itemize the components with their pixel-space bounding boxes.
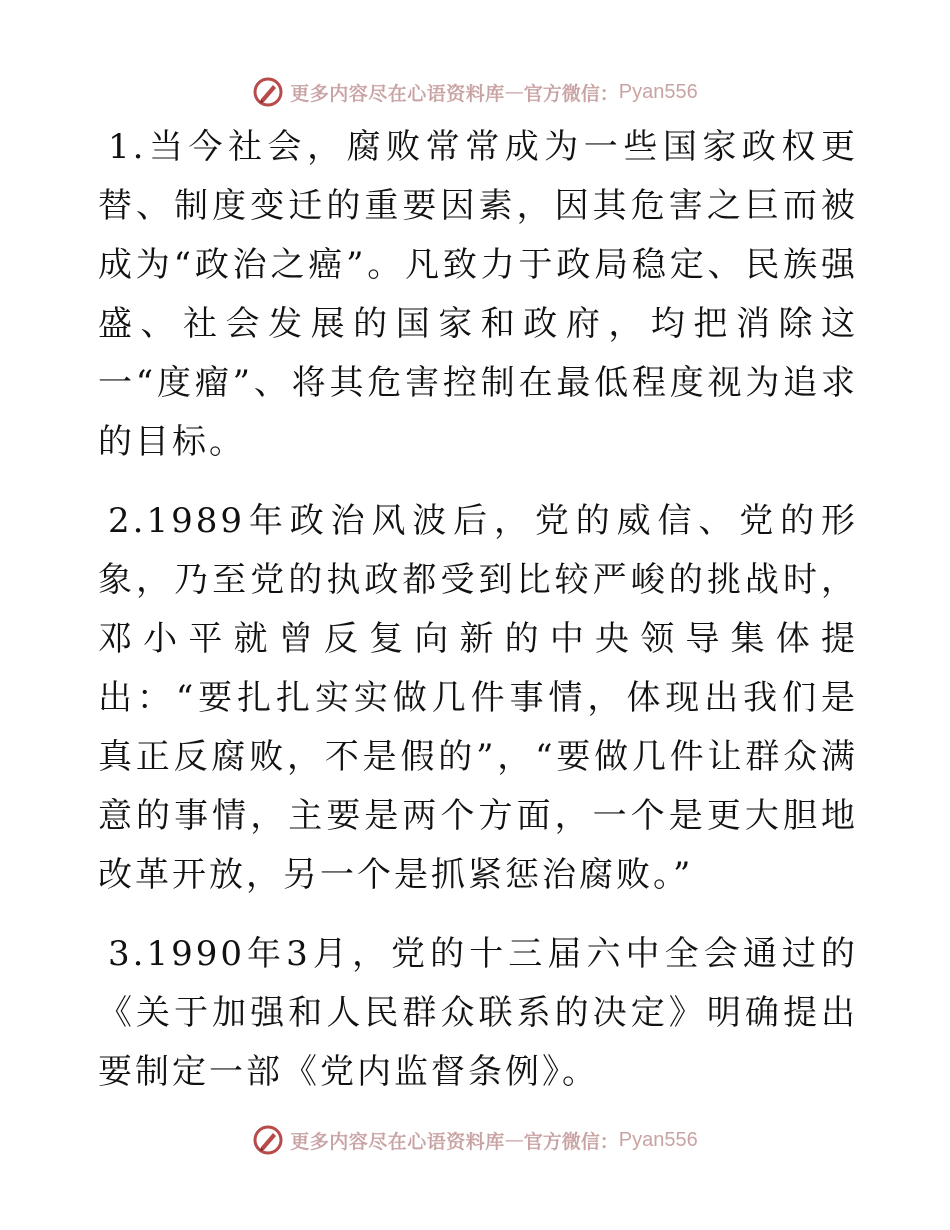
brand-text: 更多内容尽在心语资料库 (290, 1130, 505, 1153)
paragraph-2: 2.1989年政治风波后，党的威信、党的形象，乃至党的执政都受到比较严峻的挑战时，邓小平就曾反复向新的中央领导集体提出：“要扎扎实实做几件事情，体现出我们是真正反腐败，不是假的”，“要做几件让群众满意的事情，主要是两个方面，一个是更大胆地改革开放，另一个是抓紧惩治腐败。” (98, 501, 858, 895)
brand-text: 更多内容尽在心语资料库 (290, 82, 505, 105)
document-body (98, 118, 858, 1122)
paragraph-3: 3.1990年3月，党的十三届六中全会通过的《关于加强和人民群众联系的决定》明确提出要制定一部《党内监督条例》。 (98, 934, 858, 1092)
pen-logo-icon (252, 76, 284, 108)
separator: — (504, 81, 524, 103)
header-watermark (0, 72, 950, 112)
wechat-id: Pyan556 (618, 80, 698, 103)
separator: — (504, 1129, 524, 1151)
wechat-label: 官方微信： (523, 1130, 619, 1153)
pen-logo-icon (252, 1124, 284, 1156)
footer-watermark (0, 1120, 950, 1160)
wechat-id: Pyan556 (618, 1128, 698, 1151)
paragraph-1: 1.当今社会，腐败常常成为一些国家政权更替、制度变迁的重要因素，因其危害之巨而被成为“政治之癌”。凡致力于政局稳定、民族强盛、社会发展的国家和政府，均把消除这一“度瘤”、将其危害控制在最低程度视为追求的目标。 (98, 127, 858, 462)
wechat-label: 官方微信： (523, 82, 619, 105)
